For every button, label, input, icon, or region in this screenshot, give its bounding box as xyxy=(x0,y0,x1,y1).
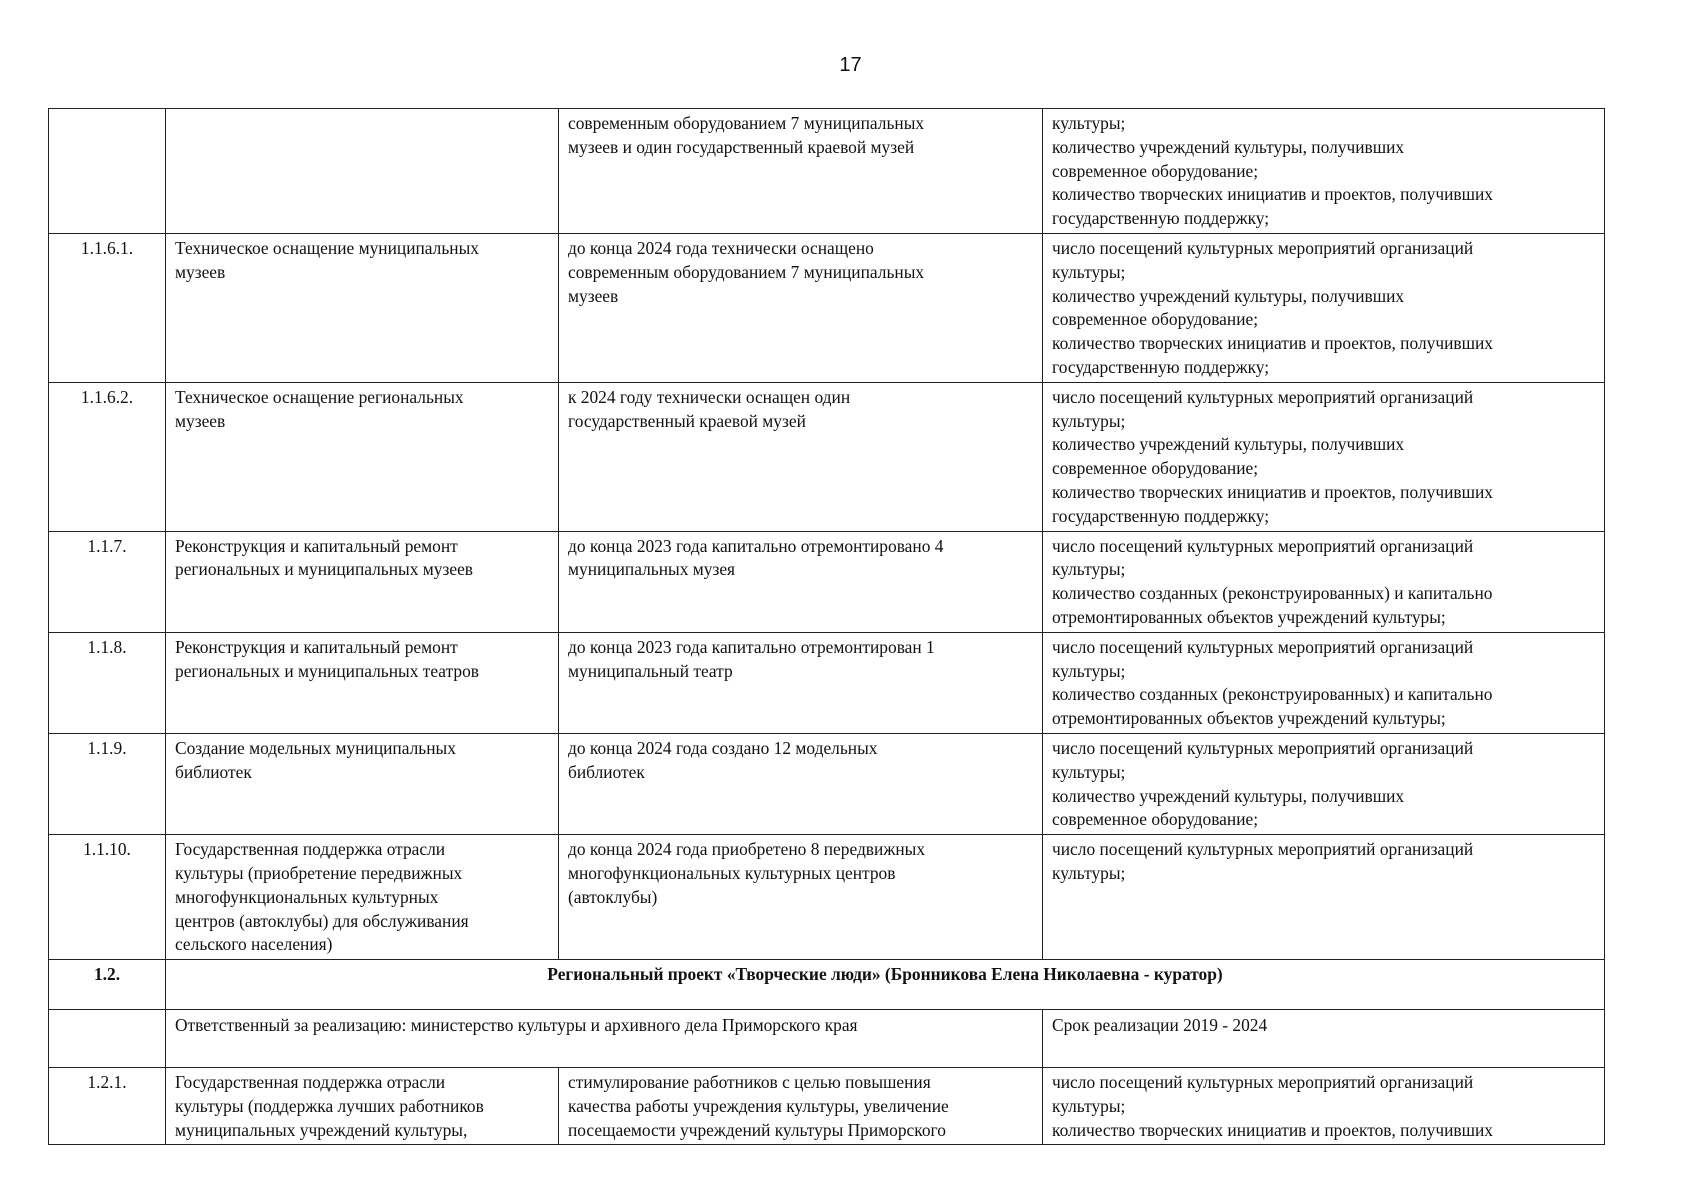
row-result xyxy=(559,835,1043,960)
project-period: Срок реализации 2019 - 2024 xyxy=(1043,1010,1605,1068)
text-line: многофункциональных культурных xyxy=(175,886,439,907)
text-line: современным оборудованием 7 муниципальных xyxy=(568,113,925,133)
text-line: отремонтированных объектов учреждений культуры; xyxy=(1052,606,1446,627)
text-line: стимулирование работников с целью повышения xyxy=(568,1072,931,1093)
text-line: культуры (приобретение передвижных xyxy=(175,862,463,883)
text-line: до конца 2023 года капитально отремонтировано 4 xyxy=(568,535,944,556)
text-line: культуры; xyxy=(1052,410,1126,431)
row-number: 1.1.10. xyxy=(49,835,166,960)
text-line: центров (автоклубы) для обслуживания xyxy=(175,910,469,931)
text-line: количество созданных (реконструированных) и капитально xyxy=(1052,684,1493,705)
row-result xyxy=(559,109,1043,234)
row-indicators xyxy=(1043,632,1605,733)
text-line: число посещений культурных мероприятий организаций xyxy=(1052,535,1474,556)
text-line: государственный краевой музей xyxy=(568,410,806,431)
project-responsible: Ответственный за реализацию: министерство культуры и архивного дела Приморского края xyxy=(166,1010,1043,1068)
row-indicators xyxy=(1043,531,1605,632)
text-line: количество творческих инициатив и проектов, получивших xyxy=(1052,1119,1493,1140)
text-line: современное оборудование; xyxy=(1052,160,1259,181)
row-name xyxy=(166,109,559,234)
text-line: качества работы учреждения культуры, увеличение xyxy=(568,1095,949,1116)
text-line: количество учреждений культуры, получивших xyxy=(1052,434,1405,455)
project-header-row xyxy=(49,960,1605,1010)
text-line: Реконструкция и капитальный ремонт xyxy=(175,535,458,556)
table-row xyxy=(49,733,1605,834)
row-name xyxy=(166,233,559,382)
text-line: Государственная поддержка отрасли xyxy=(175,1072,446,1093)
text-line: культуры (поддержка лучших работников xyxy=(175,1095,484,1116)
text-line: муниципальный театр xyxy=(568,660,733,681)
text-line: государственную поддержку; xyxy=(1052,356,1270,377)
row-name xyxy=(166,382,559,531)
text-line: число посещений культурных мероприятий организаций xyxy=(1052,386,1474,407)
text-line: до конца 2024 года технически оснащено xyxy=(568,237,874,258)
text-line: музеев xyxy=(175,261,226,282)
text-line: муниципальных музея xyxy=(568,559,736,580)
text-line: многофункциональных культурных центров xyxy=(568,862,896,883)
row-indicators xyxy=(1043,382,1605,531)
text-line: музеев xyxy=(568,285,619,306)
row-number: 1.1.6.2. xyxy=(49,382,166,531)
row-name xyxy=(166,733,559,834)
text-line: культуры; xyxy=(1052,113,1126,133)
text-line: культуры; xyxy=(1052,862,1126,883)
text-line: государственную поддержку; xyxy=(1052,208,1270,229)
text-line: число посещений культурных мероприятий организаций xyxy=(1052,237,1474,258)
text-line: культуры; xyxy=(1052,660,1126,681)
table-row xyxy=(49,1068,1605,1145)
text-line: до конца 2023 года капитально отремонтирован 1 xyxy=(568,636,935,657)
text-line: к 2024 году технически оснащен один xyxy=(568,386,851,407)
text-line: библиотек xyxy=(175,761,252,782)
row-name xyxy=(166,632,559,733)
text-line: число посещений культурных мероприятий организаций xyxy=(1052,839,1474,860)
text-line: культуры; xyxy=(1052,559,1126,580)
text-line: до конца 2024 года создано 12 модельных xyxy=(568,737,878,758)
table-row xyxy=(49,233,1605,382)
text-line: музеев xyxy=(175,410,226,431)
empty-number-cell xyxy=(49,1010,166,1068)
row-indicators xyxy=(1043,1068,1605,1145)
text-line: количество учреждений культуры, получивших xyxy=(1052,285,1405,306)
text-line: посещаемости учреждений культуры Приморского xyxy=(568,1119,946,1140)
text-line: число посещений культурных мероприятий организаций xyxy=(1052,636,1474,657)
text-line: количество учреждений культуры, получивших xyxy=(1052,136,1405,157)
text-line: современное оборудование; xyxy=(1052,309,1259,330)
text-line: культуры; xyxy=(1052,1095,1126,1116)
row-number: 1.1.6.1. xyxy=(49,233,166,382)
text-line: современное оборудование; xyxy=(1052,458,1259,479)
text-line: современное оборудование; xyxy=(1052,809,1259,830)
row-number: 1.2.1. xyxy=(49,1068,166,1145)
row-name xyxy=(166,835,559,960)
text-line: число посещений культурных мероприятий организаций xyxy=(1052,1072,1474,1093)
row-result xyxy=(559,382,1043,531)
row-number: 1.1.9. xyxy=(49,733,166,834)
text-line: Создание модельных муниципальных xyxy=(175,737,456,758)
project-title: Региональный проект «Творческие люди» (Бронникова Елена Николаевна - куратор) xyxy=(166,960,1605,1010)
row-name xyxy=(166,1068,559,1145)
table-row xyxy=(49,109,1605,234)
row-result xyxy=(559,1068,1043,1145)
text-line: Техническое оснащение муниципальных xyxy=(175,237,479,258)
row-number: 1.1.8. xyxy=(49,632,166,733)
project-responsible-row xyxy=(49,1010,1605,1068)
text-line: до конца 2024 года приобретено 8 передвижных xyxy=(568,839,926,860)
row-result xyxy=(559,531,1043,632)
text-line: количество созданных (реконструированных) и капитально xyxy=(1052,583,1493,604)
text-line: государственную поддержку; xyxy=(1052,505,1270,526)
text-line: региональных и муниципальных музеев xyxy=(175,559,473,580)
project-number: 1.2. xyxy=(49,960,166,1010)
text-line: количество учреждений культуры, получивших xyxy=(1052,785,1405,806)
text-line: региональных и муниципальных театров xyxy=(175,660,479,681)
row-result xyxy=(559,632,1043,733)
row-indicators xyxy=(1043,733,1605,834)
text-line: Техническое оснащение региональных xyxy=(175,386,464,407)
text-line: библиотек xyxy=(568,761,645,782)
text-line: (автоклубы) xyxy=(568,886,658,907)
text-line: Реконструкция и капитальный ремонт xyxy=(175,636,458,657)
row-result xyxy=(559,233,1043,382)
text-line: культуры; xyxy=(1052,261,1126,282)
table-row xyxy=(49,835,1605,960)
text-line: культуры; xyxy=(1052,761,1126,782)
row-number xyxy=(49,109,166,234)
table-row xyxy=(49,382,1605,531)
table-row xyxy=(49,531,1605,632)
row-result xyxy=(559,733,1043,834)
table-row xyxy=(49,632,1605,733)
text-line: современным оборудованием 7 муниципальных xyxy=(568,261,925,282)
text-line: количество творческих инициатив и проектов, получивших xyxy=(1052,184,1493,205)
text-line: муниципальных учреждений культуры, xyxy=(175,1119,468,1140)
text-line: Государственная поддержка отрасли xyxy=(175,839,446,860)
row-indicators xyxy=(1043,109,1605,234)
text-line: сельского населения) xyxy=(175,934,333,955)
measures-table xyxy=(48,108,1605,1145)
row-indicators xyxy=(1043,233,1605,382)
text-line: число посещений культурных мероприятий организаций xyxy=(1052,737,1474,758)
text-line: музеев и один государственный краевой музей xyxy=(568,136,915,157)
text-line: количество творческих инициатив и проектов, получивших xyxy=(1052,481,1493,502)
row-name xyxy=(166,531,559,632)
row-number: 1.1.7. xyxy=(49,531,166,632)
text-line: отремонтированных объектов учреждений культуры; xyxy=(1052,708,1446,729)
page-number: 17 xyxy=(839,54,862,76)
text-line: количество творческих инициатив и проектов, получивших xyxy=(1052,333,1493,354)
row-indicators xyxy=(1043,835,1605,960)
